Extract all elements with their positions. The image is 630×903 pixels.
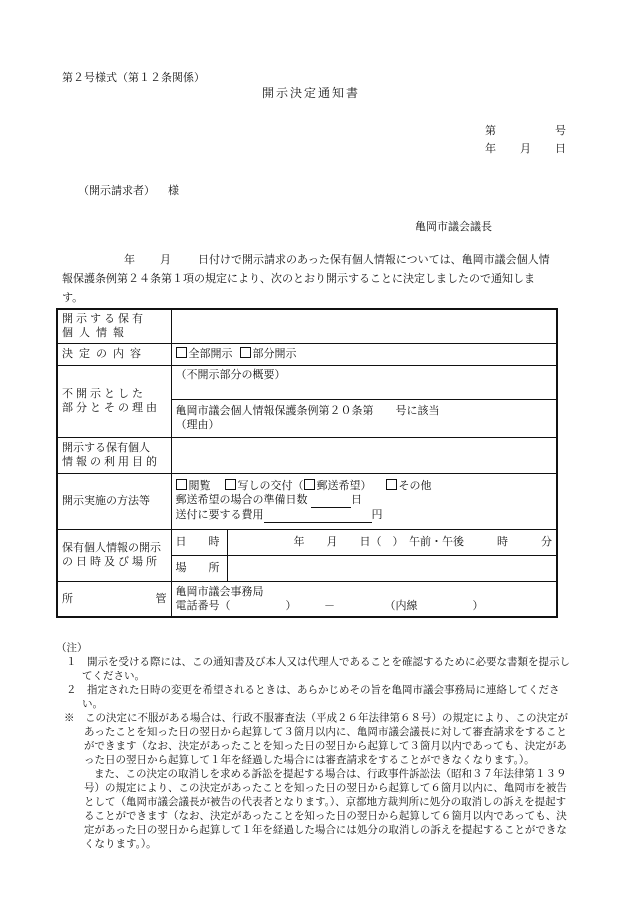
number-label-suffix: 号 xyxy=(555,124,566,137)
reason-label: （理由） xyxy=(175,418,220,431)
note-item: ２ 指定された日時の変更を希望されるときは、あらかじめその旨を亀岡市議会事務局に連絡してください。 xyxy=(66,684,560,710)
intro-month: 月 xyxy=(160,253,171,266)
note-item: また、この決定の取消しを求める訴訟を提起する場合は、行政事件訴訟法（昭和３７年法律第１３９号）の規定により、この決定があったことを知った日の翌日から起算して６箇月以内に、亀岡市を被告として（亀岡市議会議長が被告の代表者となります。）、京都地方裁判所に処分の取消しの訴えを提起することができます（なお、決定があったことを知った日の翌日から起算して６箇月以内であっても、決定があった日の翌日から起算して１年を経過した場合には処分の取消しの訴えを提起することができなくなります。）。 xyxy=(84,768,567,850)
table-row xyxy=(57,365,557,399)
datetime-label-text: 日 時 xyxy=(175,535,220,548)
non-disclosure-summary xyxy=(171,365,557,399)
decision-content-value xyxy=(171,343,557,365)
decision-content-label xyxy=(57,343,171,365)
shipping-cost-field[interactable] xyxy=(264,508,372,523)
label-line: の日時及び場所 xyxy=(62,555,160,568)
option-view: 閲覧 xyxy=(188,479,211,492)
method-value xyxy=(171,473,557,529)
place-label xyxy=(171,555,227,581)
table-row xyxy=(57,343,557,365)
prep-days-label: 郵送希望の場合の準備日数 xyxy=(175,493,308,506)
shipping-cost-unit: 円 xyxy=(371,508,383,521)
disclosed-info-label xyxy=(57,309,171,343)
notes-section xyxy=(56,641,576,851)
intro-text-line3: す。 xyxy=(62,291,84,304)
summary-label: （不開示部分の概要） xyxy=(175,367,286,381)
table-row xyxy=(57,437,557,473)
article-text: 亀岡市議会個人情報保護条例第２０条第 号に該当 xyxy=(175,404,440,417)
datetime-value xyxy=(227,529,557,555)
option-copy: 写しの交付（ xyxy=(237,479,304,492)
table-row xyxy=(57,473,557,529)
issuer-name: 亀岡市議会議長 xyxy=(415,220,492,233)
table-row xyxy=(57,529,557,555)
intro-text-line2: 報保護条例第２４条第１項の規定により、次のとおり開示することに決定しましたので通知しま xyxy=(62,272,535,285)
checkbox-other[interactable] xyxy=(386,479,397,490)
form-number: 第２号様式（第１２条関係） xyxy=(62,71,205,84)
non-disclosure-label xyxy=(57,365,171,437)
number-label-prefix: 第 xyxy=(485,124,496,137)
decision-table xyxy=(56,308,558,618)
label-line: 開示する保有個人 xyxy=(62,441,150,454)
table-row xyxy=(57,581,557,617)
note-item: １ 開示を受ける際には、この通知書及び本人又は代理人であることを確認するために必要な書類を提示してください。 xyxy=(66,656,570,682)
usage-purpose-value xyxy=(171,437,557,473)
intro-text-line1: 日付けで開示請求のあった保有個人情報については、亀岡市議会個人情 xyxy=(198,253,550,266)
prep-days-unit: 日 xyxy=(351,493,362,506)
prep-days-field[interactable] xyxy=(311,493,351,508)
checkbox-mail[interactable] xyxy=(304,479,315,490)
label-line: 決定の内容 xyxy=(62,347,147,360)
label-line: 開示する保有 xyxy=(62,312,146,326)
notes-heading: （注） xyxy=(56,642,88,654)
date-year-label: 年 xyxy=(485,142,496,155)
datetime-value-text: 年 月 日（ ） 午前・午後 時 分 xyxy=(293,535,552,548)
label-line: 個人情報 xyxy=(62,326,130,340)
label-line: 情報の利用目的 xyxy=(62,455,160,468)
jurisdiction-label xyxy=(57,581,171,617)
datetime-label xyxy=(171,529,227,555)
label-line: 部分とその理由 xyxy=(62,401,160,414)
note-item: ※ この決定に不服がある場合は、行政不服審査法（平成２６年法律第６８号）の規定により、この決定があったことを知った日の翌日から起算して３箇月以内に、亀岡市議会議長に対して審査請求をすることができます（なお、決定があったことを知った日の翌日から起算して３箇月以内であっても、決定があった日の翌日から起算して１年を経過した場合には審査請求をすることができなくなります。）。 xyxy=(64,712,568,766)
checkbox-copy[interactable] xyxy=(225,479,236,490)
option-partial-disclosure: 部分開示 xyxy=(252,347,297,360)
recipient-label: （開示請求者） xyxy=(78,184,155,197)
office-name: 亀岡市議会事務局 xyxy=(175,584,264,598)
checkbox-view[interactable] xyxy=(176,479,187,490)
label-part: 所 xyxy=(62,591,73,605)
place-label-text: 場 所 xyxy=(175,561,220,574)
place-value xyxy=(227,555,557,581)
date-month-label: 月 xyxy=(520,142,531,155)
recipient-honorific: 様 xyxy=(168,184,179,197)
intro-year: 年 xyxy=(124,253,135,266)
label-line: 保有個人情報の開示 xyxy=(62,541,161,554)
method-label xyxy=(57,473,171,529)
label-part: 管 xyxy=(155,591,167,605)
disclosure-datetime-place-label xyxy=(57,529,171,581)
date-day-label: 日 xyxy=(555,142,566,155)
jurisdiction-value xyxy=(171,581,557,617)
disclosed-info-value xyxy=(171,309,557,343)
usage-purpose-label xyxy=(57,437,171,473)
document-title: 開示決定通知書 xyxy=(262,86,361,100)
table-row xyxy=(57,309,557,343)
checkbox-full-disclosure[interactable] xyxy=(176,347,187,358)
non-disclosure-reason xyxy=(171,399,557,437)
option-other: その他 xyxy=(398,479,432,492)
shipping-cost-label: 送付に要する費用 xyxy=(175,508,264,521)
phone-number: 電話番号（ ） － （内線 ） xyxy=(175,598,484,612)
option-full-disclosure: 全部開示 xyxy=(188,347,233,360)
option-mail: 郵送希望） xyxy=(316,479,372,492)
checkbox-partial-disclosure[interactable] xyxy=(240,347,251,358)
label-line: 不開示とした xyxy=(62,387,146,400)
label-line: 開示実施の方法等 xyxy=(62,494,150,507)
